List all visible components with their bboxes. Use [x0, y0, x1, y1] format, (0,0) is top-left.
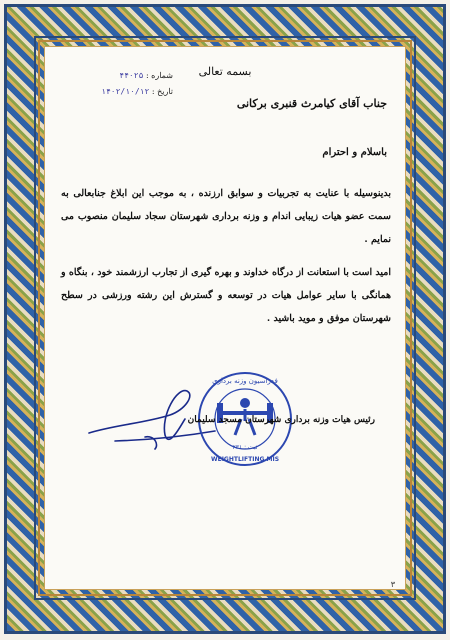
greeting-line: باسلام و احترام [322, 147, 387, 158]
letter-date-line [53, 87, 173, 103]
body-paragraph-2: امید است با استعانت از درگاه خداوند و بهره گیری از تجارب ارزشمند خود ، بنگاه و همانگی با سایر عوامل هیات در توسعه و گسترش این رشته ورزشی در سطح شهرستان موفق و موید باشید . [61, 267, 391, 324]
stamp-bottom-text: WEIGHTLIFTING MIS [210, 456, 280, 463]
letter-number-label: شماره : [145, 71, 173, 80]
letter-paper [44, 46, 406, 590]
basmala-heading: بسمه تعالی [198, 65, 252, 78]
page-number: ۳ [390, 580, 395, 589]
body-paragraph-1: بدینوسیله با عنایت به تجربیات و سوابق ارزنده ، به موجب این ابلاغ جنابعالی به سمت عضو هیات زیبایی اندام و وزنه برداری شهرستان سجاد سلیمان منصوب می نمایم . [61, 188, 391, 245]
letter-date-value: ۱۴۰۲/۱۰/۱۲ [101, 87, 150, 96]
letter-body [61, 182, 391, 340]
signature-block [75, 367, 375, 477]
letter-number-line [53, 71, 173, 87]
stamp-top-text: فدراسیون وزنه برداری [212, 377, 278, 385]
letter-date-label: تاریخ : [151, 87, 173, 96]
letter-meta [53, 71, 173, 103]
letter-number-value: ۴۴۰۲۵ [119, 71, 144, 80]
signatory-title: رئیس هیات وزنه برداری شهرستان مسجد سلیمان [187, 415, 375, 425]
addressee-line: جناب آقای کیامرث قنبری برکانی [236, 97, 387, 110]
stamp-registration: ثبت : ۲۳۱ [232, 444, 258, 451]
